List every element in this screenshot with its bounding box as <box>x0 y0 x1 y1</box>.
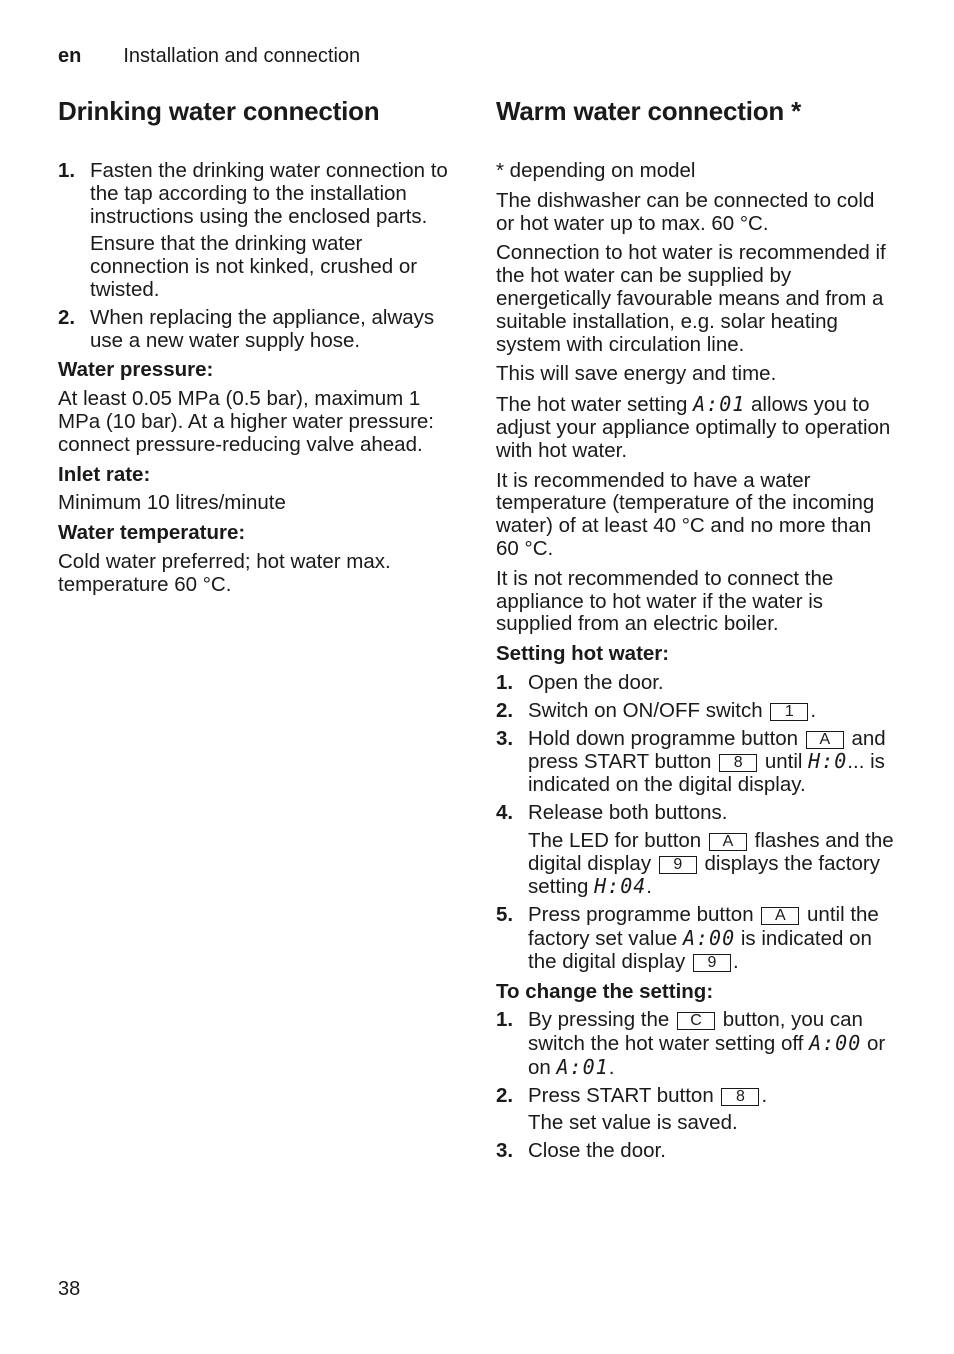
list-item: 1. Open the door. <box>496 670 664 694</box>
key-box: 9 <box>693 954 731 972</box>
page-header <box>58 45 360 68</box>
setting-steps <box>496 672 896 974</box>
key-box: 8 <box>719 754 757 772</box>
water-pressure-text: At least 0.05 MPa (0.5 bar), maximum 1 MPa (10 bar). At a higher water pressure: connect pressure-reducing valve ahead. <box>58 387 435 456</box>
water-pressure-heading: Water pressure: <box>58 358 214 382</box>
display-code: A:00 <box>809 1031 862 1056</box>
paragraph: This will save energy and time. <box>496 362 777 386</box>
display-code: H:04 <box>594 874 647 899</box>
page-number: 38 <box>58 1278 81 1300</box>
display-code: A:00 <box>682 925 736 950</box>
section-title: Installation and connection <box>123 45 361 67</box>
display-code: H:0 <box>808 749 848 774</box>
list-item: 1. Fasten the drinking water connection to the tap according to the installation instructions using the enclosed parts. Ensure that the drinking water connection is not kinked, crushed or twisted. <box>58 159 448 301</box>
list-item: 2. When replacing the appliance, always use a new water supply hose. <box>58 305 435 352</box>
list-item: 3. Hold down programme button A and press START button 8 until H:0... is indicated on the digital display. <box>496 726 886 797</box>
inlet-rate-text: Minimum 10 litres/minute <box>58 491 286 515</box>
key-box: 8 <box>721 1088 759 1106</box>
list-item: 1. By pressing the C button, you can switch the hot water setting off A:00 or on A:01. <box>496 1008 886 1079</box>
list-item: 2. Press START button 8 . The set value is saved. <box>496 1083 768 1135</box>
change-steps <box>496 1009 896 1163</box>
change-setting-heading: To change the setting: <box>496 979 714 1003</box>
paragraph: It is recommended to have a water temperature (temperature of the incoming water) of at least 40 °C and no more than 60 °C. <box>496 468 875 560</box>
paragraph: Connection to hot water is recommended if the hot water can be supplied by energetically favourable means and from a suitable installation, e.g. solar heating system with circulation line. <box>496 241 886 356</box>
key-box: 1 <box>770 703 808 721</box>
water-temperature-text: Cold water preferred; hot water max. temperature 60 °C. <box>58 549 391 596</box>
inlet-rate-heading: Inlet rate: <box>58 462 151 486</box>
key-box: 9 <box>659 856 697 874</box>
paragraph: It is not recommended to connect the appliance to hot water if the water is supplied from an electric boiler. <box>496 566 834 636</box>
list-item: 3. Close the door. <box>496 1139 666 1163</box>
language-code: en <box>58 45 82 67</box>
water-temperature-heading: Water temperature: <box>58 521 246 545</box>
model-note: * depending on model <box>496 159 696 182</box>
display-code: A:01 <box>556 1054 609 1079</box>
list-item: 4. Release both buttons. The LED for button A flashes and the digital display 9 displays the factory setting H:04. <box>496 800 894 899</box>
list-item: 5. Press programme button A until the factory set value A:00 is indicated on the digital display 9 . <box>496 903 879 973</box>
paragraph: The dishwasher can be connected to cold or hot water up to max. 60 °C. <box>496 188 875 235</box>
right-column <box>496 96 896 1170</box>
paragraph: The hot water setting A:01 allows you to adjust your appliance optimally to operation with hot water. <box>496 392 891 462</box>
display-code: A:01 <box>693 392 746 417</box>
drinking-water-title: Drinking water connection <box>58 96 380 126</box>
list-item: 2. Switch on ON/OFF switch 1 . <box>496 698 817 722</box>
drinking-water-steps <box>58 160 463 352</box>
left-column <box>58 96 463 604</box>
key-box: A <box>806 731 844 749</box>
key-box: A <box>761 907 799 925</box>
key-box: A <box>709 833 747 851</box>
key-box: C <box>677 1012 715 1030</box>
warm-water-title: Warm water connection * <box>496 96 802 126</box>
setting-hot-water-heading: Setting hot water: <box>496 642 670 666</box>
